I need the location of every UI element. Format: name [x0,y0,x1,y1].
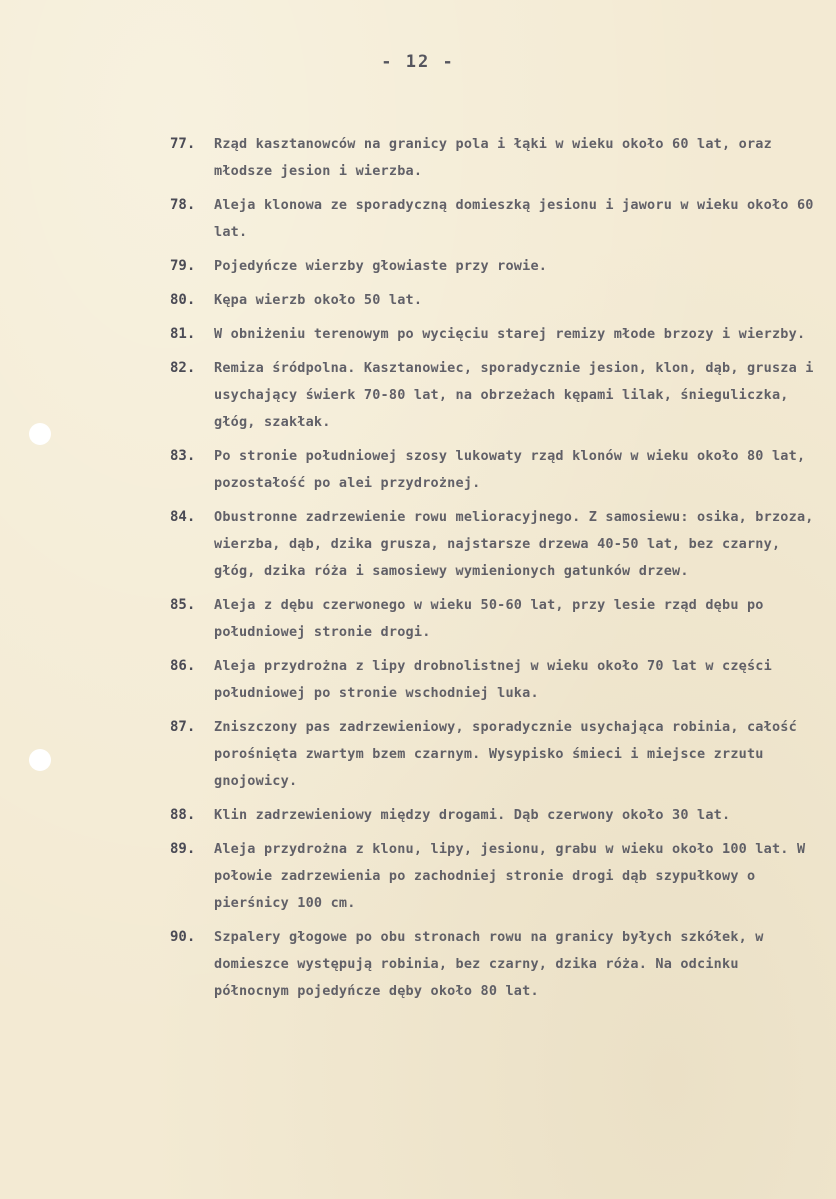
list-item [170,504,820,585]
entry-number: 90. [170,929,196,945]
entry-number: 87. [170,719,196,735]
entry-text: Kępa wierzb około 50 lat. [214,292,423,308]
entry-text: Rząd kasztanowców na granicy pola i łąki w wieku około 60 lat, oraz młodsze jesion i wierzba. [214,136,772,179]
list-item [170,592,820,646]
entry-text: W obniżeniu terenowym po wycięciu starej remizy młode brzozy i wierzby. [214,326,806,342]
punch-hole-bottom [29,749,51,771]
entry-text: Aleja przydrożna z lipy drobnolistnej w wieku około 70 lat w części południowej po stronie wschodniej luka. [214,658,772,701]
page-number: - 12 - [381,52,455,72]
list-item [170,802,820,829]
entry-text: Klin zadrzewieniowy między drogami. Dąb czerwony około 30 lat. [214,807,731,823]
entry-text: Obustronne zadrzewienie rowu melioracyjnego. Z samosiewu: osika, brzoza, wierzba, dąb, dzika grusza, najstarsze drzewa 40-50 lat, bez czarny, głóg, dzika róża i samosiewy wymienionych gatunków drzew. [214,509,814,579]
entry-number: 85. [170,597,196,613]
list-item [170,192,820,246]
list-item [170,443,820,497]
entry-text: Aleja klonowa ze sporadyczną domieszką jesionu i jaworu w wieku około 60 lat. [214,197,814,240]
entry-text: Aleja przydrożna z klonu, lipy, jesionu, grabu w wieku około 100 lat. W połowie zadrzewienia po zachodniej stronie drogi dąb szypułkowy o pierśnicy 100 cm. [214,841,806,911]
list-item [170,131,820,185]
entry-list [170,131,820,1012]
entry-number: 78. [170,197,196,213]
list-item [170,836,820,917]
entry-number: 83. [170,448,196,464]
entry-text: Remiza śródpolna. Kasztanowiec, sporadycznie jesion, klon, dąb, grusza i usychający świerk 70-80 lat, na obrzeżach kępami lilak, śnieguliczka, głóg, szakłak. [214,360,814,430]
list-item [170,924,820,1005]
entry-number: 88. [170,807,196,823]
entry-number: 79. [170,258,196,274]
entry-text: Szpalery głogowe po obu stronach rowu na granicy byłych szkółek, w domieszce występują robinia, bez czarny, dzika róża. Na odcinku północnym pojedyńcze dęby około 80 lat. [214,929,764,999]
entry-text: Po stronie południowej szosy lukowaty rząd klonów w wieku około 80 lat, pozostałość po alei przydrożnej. [214,448,806,491]
entry-number: 89. [170,841,196,857]
list-item [170,355,820,436]
entry-number: 86. [170,658,196,674]
entry-number: 77. [170,136,196,152]
entry-number: 82. [170,360,196,376]
list-item [170,714,820,795]
entry-text: Pojedyńcze wierzby głowiaste przy rowie. [214,258,548,274]
list-item [170,287,820,314]
list-item [170,321,820,348]
entry-text: Aleja z dębu czerwonego w wieku 50-60 lat, przy lesie rząd dębu po południowej stronie drogi. [214,597,764,640]
entry-number: 80. [170,292,196,308]
list-item [170,253,820,280]
punch-hole-top [29,423,51,445]
list-item [170,653,820,707]
entry-text: Zniszczony pas zadrzewieniowy, sporadycznie usychająca robinia, całość porośnięta zwartym bzem czarnym. Wysypisko śmieci i miejsce zrzutu gnojowicy. [214,719,797,789]
entry-number: 81. [170,326,196,342]
entry-number: 84. [170,509,196,525]
